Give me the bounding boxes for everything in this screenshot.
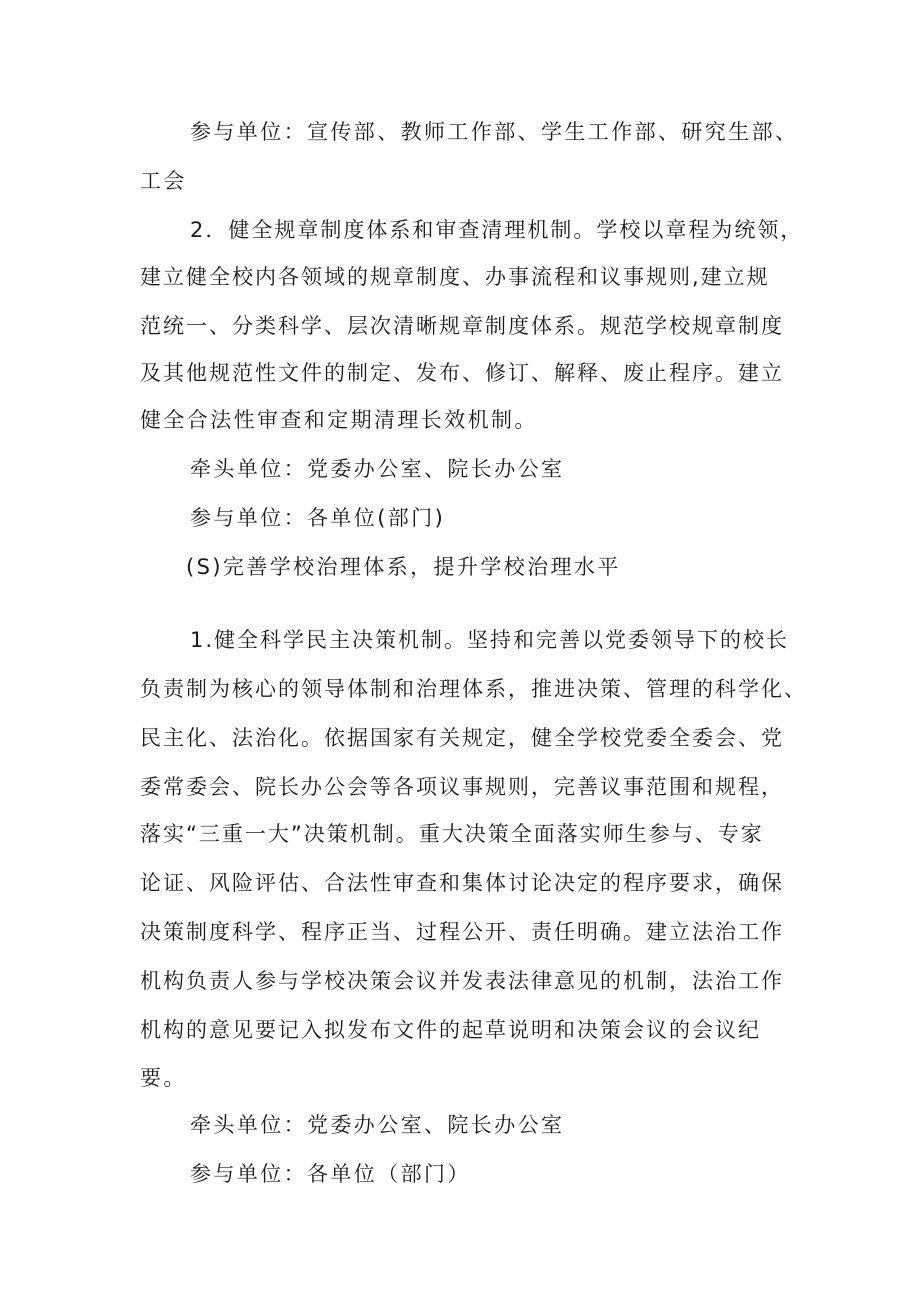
text-line: 范统一、分类科学、层次清晰规章制度体系。规范学校规章制度	[140, 314, 784, 338]
text-line: 建立健全校内各领域的规章制度、办事流程和议事规则,建立规	[140, 265, 770, 289]
text-line: 及其他规范性文件的制定、发布、修订、解释、废止程序。建立	[140, 361, 784, 385]
text-line: 委常委会、院长办公会等各项议事规则，完善议事范围和规程，	[140, 775, 784, 799]
lead-unit-line: 牵头单位：党委办公室、院长办公室	[190, 1113, 565, 1137]
text-line: 民主化、法治化。依据国家有关规定，健全学校党委全委会、党	[140, 726, 784, 750]
text-line: 机构的意见要记入拟发布文件的起草说明和决策会议的会议纪	[140, 1018, 761, 1042]
text-line: 参与单位：宣传部、教师工作部、学生工作部、研究生部、	[190, 120, 799, 144]
participating-unit-line: 参与单位：各单位（部门）	[190, 1162, 471, 1186]
text-line: 机构负责人参与学校决策会议并发表法律意见的机制，法治工作	[140, 969, 784, 993]
text-line: 2．健全规章制度体系和审查清理机制。学校以章程为统领，	[190, 218, 804, 242]
text-line: 论证、风险评估、合法性审查和集体讨论决定的程序要求，确保	[140, 871, 784, 895]
text-line: 健全合法性审查和定期清理长效机制。	[140, 408, 538, 432]
text-line: 工会	[140, 169, 187, 193]
lead-unit-line: 牵头单位：党委办公室、院长办公室	[190, 457, 565, 481]
participating-unit-line: 参与单位：各单位(部门)	[190, 506, 446, 530]
text-line: 要。	[140, 1066, 187, 1090]
section-heading: (S)完善学校治理体系，提升学校治理水平	[186, 555, 621, 579]
text-line: 决策制度科学、程序正当、过程公开、责任明确。建立法治工作	[140, 920, 784, 944]
text-line: 负责制为核心的领导体制和治理体系，推进决策、管理的科学化、	[140, 677, 807, 701]
text-line: 落实“三重一大”决策机制。重大决策全面落实师生参与、专家	[140, 822, 764, 846]
text-line: 1.健全科学民主决策机制。坚持和完善以党委领导下的校长	[190, 628, 790, 652]
